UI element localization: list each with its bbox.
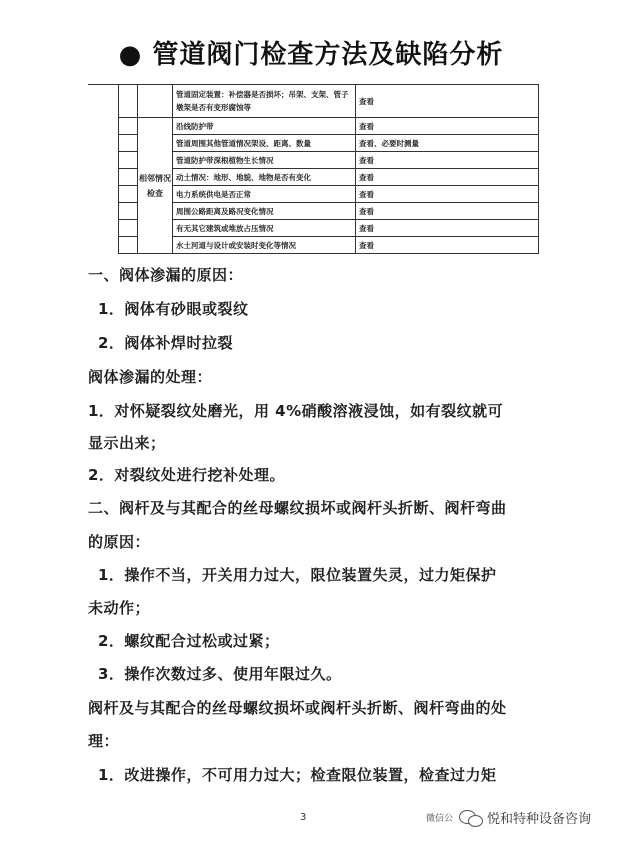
table-cell-item: 电力系统供电是否正常	[173, 186, 356, 203]
watermark-prefix: 微信公	[426, 814, 454, 824]
table-cell-item: 管道防护带深根植物生长情况	[173, 152, 356, 169]
table-cell-item: 管道固定装置：补偿器是否损坏；吊架、支架、管子墩架是否有变形腐蚀等	[173, 85, 356, 118]
paragraph-line: 1．操作不当，开关用力过大，限位装置失灵，过力矩保护	[98, 566, 497, 584]
paragraph-line: 1．改进操作，不可用力过大；检查限位装置，检查过力矩	[98, 766, 497, 784]
table-cell-item: 管道周围其他管道情况架设、距离、数量	[173, 135, 356, 152]
table-cell-item: 水土河道与设计或安装时变化等情况	[173, 237, 356, 254]
table-cell-empty	[119, 186, 138, 203]
section-heading-stem-damage-treatment: 阀杆及与其配合的丝母螺纹损坏或阀杆头折断、阀杆弯曲的处	[88, 699, 507, 717]
table-cell-empty	[119, 169, 138, 186]
bullet-icon: ●	[118, 40, 143, 70]
table-cell-empty	[119, 135, 138, 152]
table-group-label: 相邻情况检查	[138, 118, 173, 254]
watermark-text: 悦和特种设备咨询	[487, 812, 592, 827]
paragraph-line: 1．阀体有砂眼或裂纹	[98, 300, 249, 318]
table-cell-empty	[119, 118, 138, 135]
paragraph-line: 未动作；	[88, 599, 151, 617]
table-row	[119, 152, 539, 169]
paragraph-line: 2．阀体补焊时拉裂	[98, 334, 233, 352]
table-cell-item: 周围公路距离及路况变化情况	[173, 203, 356, 220]
page-title	[0, 34, 622, 71]
paragraph-line: 的原因：	[88, 533, 151, 551]
table-cell-method: 查看	[356, 186, 539, 203]
table-cell-empty	[119, 85, 138, 118]
paragraph-line: 显示出来；	[88, 434, 166, 452]
table-cell-method: 查看	[356, 85, 539, 118]
paragraph-line: 1．对怀疑裂纹处磨光，用 4%硝酸溶液浸蚀，如有裂纹就可	[88, 402, 504, 420]
table-cell-empty	[119, 152, 138, 169]
table-cell-method: 查看	[356, 203, 539, 220]
section-heading-body-leak-causes: 一、阀体渗漏的原因：	[88, 266, 244, 284]
table-cell-item: 有无其它建筑或堆放占压情况	[173, 220, 356, 237]
table-row	[119, 118, 539, 135]
table-cell-method: 查看	[356, 220, 539, 237]
table-cell-empty	[119, 237, 138, 254]
table-cell-empty	[119, 220, 138, 237]
table-cell-item: 沿线防护带	[173, 118, 356, 135]
table-cell-method: 查看	[356, 118, 539, 135]
table-cell-method: 查看、必要时测量	[356, 135, 539, 152]
table-cell-item: 动土情况：地形、地貌、地物是否有变化	[173, 169, 356, 186]
title-text: 管道阀门检查方法及缺陷分析	[152, 40, 504, 70]
table-row	[119, 135, 539, 152]
wechat-icon	[459, 809, 485, 827]
section-heading-stem-damage-causes: 二、阀杆及与其配合的丝母螺纹损坏或阀杆头折断、阀杆弯曲	[88, 499, 507, 517]
table-row	[119, 220, 539, 237]
table-row	[119, 169, 539, 186]
table-cell-empty	[119, 203, 138, 220]
paragraph-line: 2．螺纹配合过松或过紧；	[98, 632, 280, 650]
table-row	[119, 85, 539, 118]
paragraph-line: 3．操作次数过多、使用年限过久。	[98, 665, 342, 683]
inspection-grid	[118, 84, 539, 254]
section-heading-body-leak-treatment: 阀体渗漏的处理：	[88, 368, 213, 386]
table-row	[119, 237, 539, 254]
paragraph-line: 理：	[88, 732, 120, 750]
table-cell-method: 查看	[356, 152, 539, 169]
table-cell-empty	[138, 85, 173, 118]
table-cell-method: 查看	[356, 237, 539, 254]
paragraph-line: 2．对裂纹处进行挖补处理。	[88, 466, 285, 484]
table-row	[119, 203, 539, 220]
page-number: 3	[300, 812, 307, 823]
table-row	[119, 186, 539, 203]
wechat-watermark	[426, 808, 591, 827]
table-cell-method: 查看	[356, 169, 539, 186]
